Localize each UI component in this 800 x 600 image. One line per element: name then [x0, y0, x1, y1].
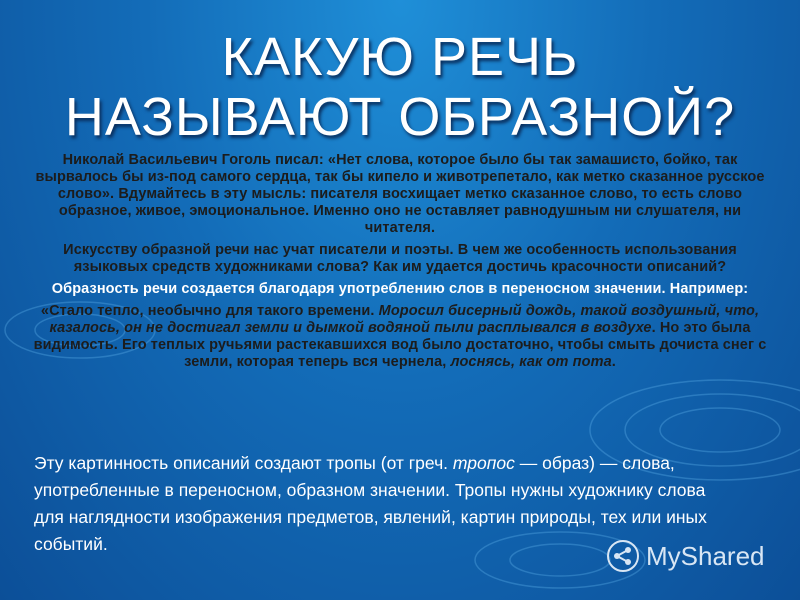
example-segment-1: «Стало тепло, необычно для такого времени.	[40, 303, 379, 319]
tropes-segment-1: Эту картинность описаний создают тропы (от греч.	[34, 453, 453, 473]
tropes-term: тропос	[452, 453, 515, 473]
example-segment-3: . Но это была видимость. Его теплых ручьями растекавшихся вод было достаточно, чтобы смыть дочиста снег с земли, которая теперь вся чернела,	[33, 320, 767, 370]
slide-title-line-1: КАКУЮ РЕЧЬ	[221, 27, 579, 87]
myshared-logo[interactable]	[606, 539, 765, 573]
question-paragraph: Искусству образной речи нас учат писатели и поэты. В чем же особенность использования языковых средств художниками слова? Как им удается достичь красочности описаний?	[63, 242, 737, 275]
example-paragraph	[32, 303, 768, 371]
example-segment-2: Моросил бисерный дождь, такой воздушный, что, казалось, он не достигал земли и дымкой водяной пыли расплывался в воздухе	[49, 303, 760, 336]
logo-text: MyShared	[646, 540, 765, 571]
tropes-segment-2: — образ) — слова, употребленные в переносном, образном значении. Тропы нужны художнику слова для наглядности изображения предметов, явлений, картин природы, тех или иных событий.	[34, 453, 707, 554]
example-segment-5: .	[611, 354, 616, 370]
slide-title-line-2: НАЗЫВАЮТ ОБРАЗНОЙ?	[64, 87, 736, 147]
example-segment-4: лоснясь, как от пота	[450, 354, 612, 370]
body-text	[32, 152, 768, 376]
share-icon	[606, 539, 640, 573]
gogol-quote-paragraph: Николай Васильевич Гоголь писал: «Нет слова, которое было бы так замашисто, бойко, так вырвалось бы из-под самого сердца, так бы кипело и животрепетало, как метко сказанное русское слово». Вдумайтесь в эту мысль: писателя восхищает метко сказанное слово, то есть слово образное, живое, эмоциональное. Именно оно не оставляет равнодушным ни слушателя, ни читателя.	[35, 152, 765, 236]
figurative-speech-paragraph: Образность речи создается благодаря употреблению слов в переносном значении. Например:	[51, 281, 749, 297]
